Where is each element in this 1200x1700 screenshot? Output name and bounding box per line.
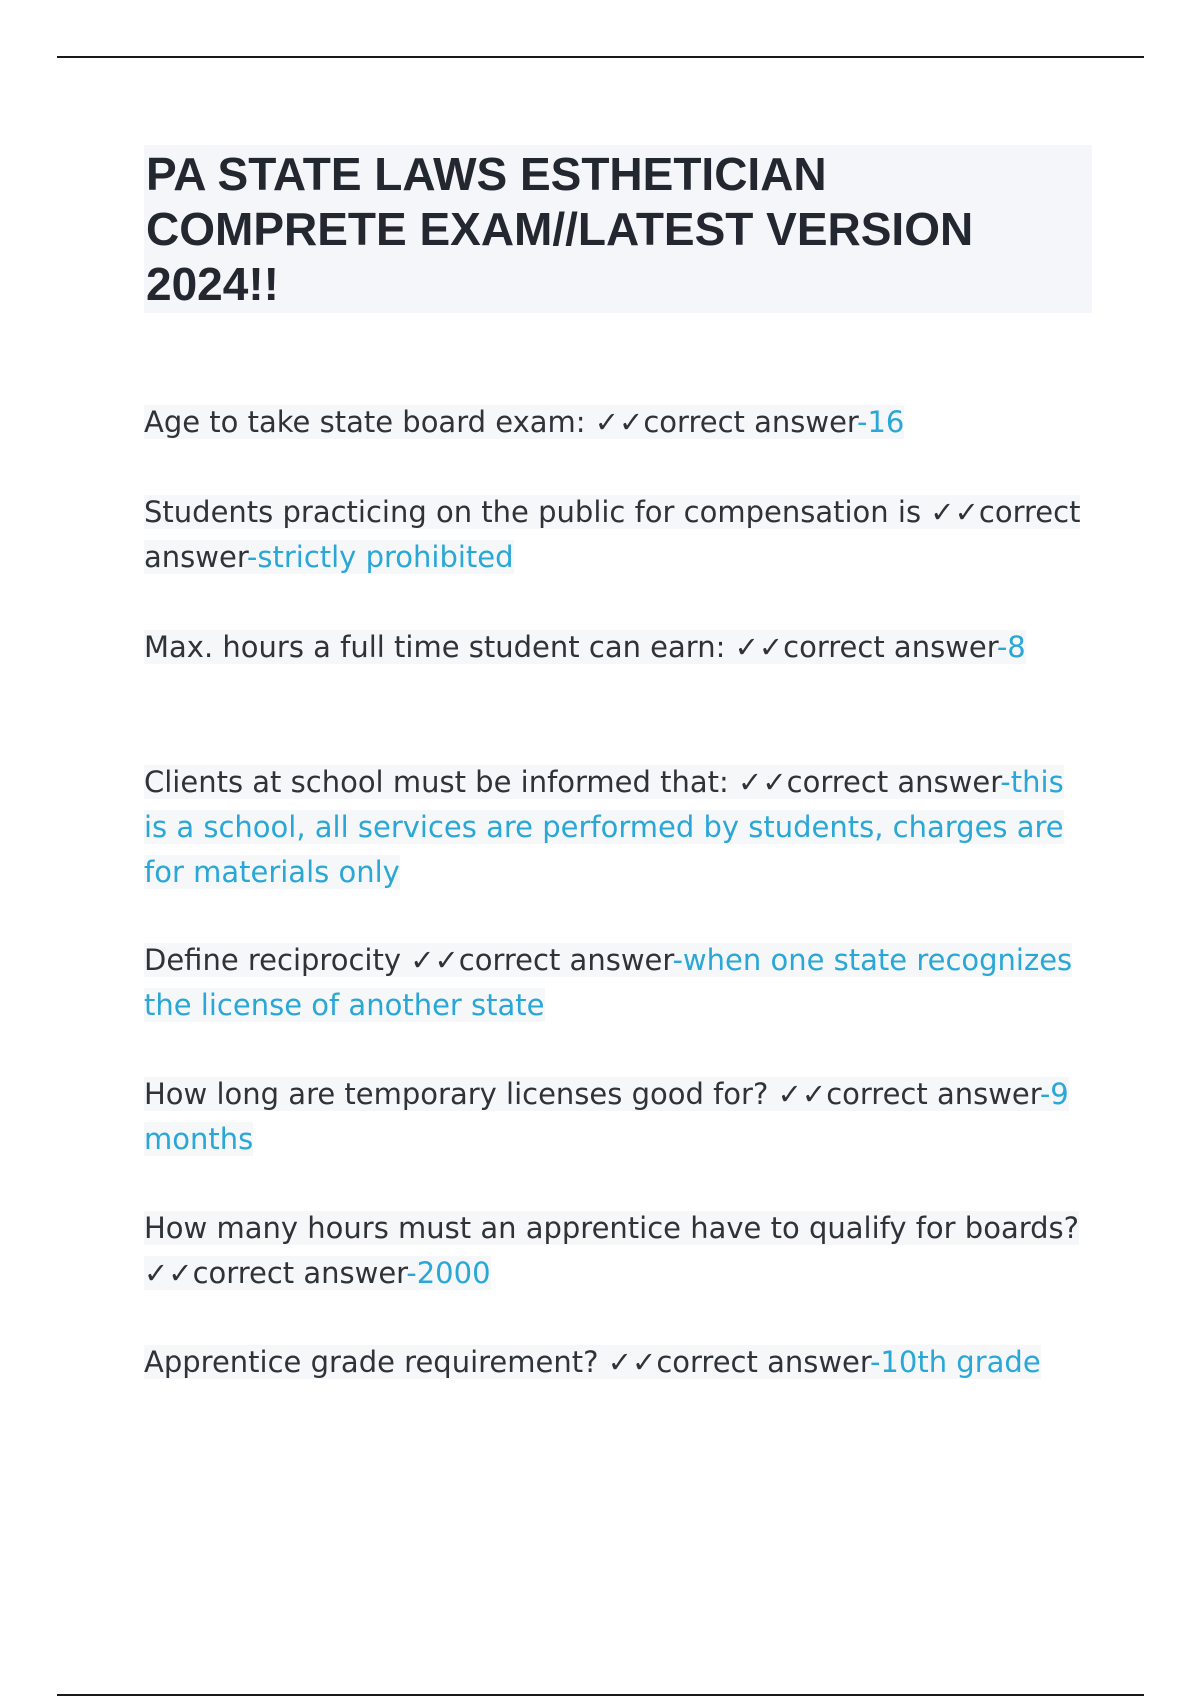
qa-item-2 <box>144 490 1088 580</box>
qa-item-3 <box>144 625 1088 670</box>
correct-answer-marker: ✓✓correct answer <box>738 765 1001 799</box>
answer-text: -strictly prohibited <box>246 540 514 574</box>
qa-line <box>144 1077 1069 1156</box>
answer-text: -16 <box>857 405 905 439</box>
document-title: PA STATE LAWS ESTHETICIAN COMPRETE EXAM//LATEST VERSION 2024!! <box>146 148 974 310</box>
qa-line <box>144 495 1080 574</box>
question-text: Clients at school must be informed that: <box>144 765 739 799</box>
question-text: Apprentice grade requirement? <box>144 1345 608 1379</box>
correct-answer-marker: ✓✓correct answer <box>607 1345 870 1379</box>
correct-answer-marker: ✓✓correct answer <box>594 405 857 439</box>
question-text: How many hours must an apprentice have to qualify for boards? <box>144 1211 1080 1245</box>
qa-item-8 <box>144 1340 1088 1385</box>
correct-answer-marker: ✓✓correct answer <box>410 943 673 977</box>
correct-answer-marker: ✓✓correct answer <box>144 1256 407 1290</box>
qa-line <box>144 1345 1041 1379</box>
question-text: How long are temporary licenses good for? <box>144 1077 778 1111</box>
answer-text: -9 months <box>144 1077 1069 1156</box>
top-rule <box>57 56 1144 58</box>
qa-item-5 <box>144 938 1088 1028</box>
qa-item-4 <box>144 760 1088 895</box>
question-text: Students practicing on the public for compensation is <box>144 495 931 529</box>
qa-line <box>144 405 904 439</box>
qa-line <box>144 630 1026 664</box>
answer-text: -8 <box>996 630 1026 664</box>
answer-text: -when one state recognizes the license of another state <box>144 943 1073 1022</box>
title-block <box>144 145 1092 313</box>
question-text: Max. hours a full time student can earn: <box>144 630 735 664</box>
answer-text: -10th grade <box>869 1345 1041 1379</box>
correct-answer-marker: ✓✓correct answer <box>734 630 997 664</box>
qa-line <box>144 1211 1079 1290</box>
qa-line <box>144 765 1064 889</box>
qa-line <box>144 943 1072 1022</box>
question-text: Define reciprocity <box>144 943 411 977</box>
correct-answer-marker: ✓✓correct answer <box>777 1077 1040 1111</box>
question-text: Age to take state board exam: <box>144 405 595 439</box>
qa-item-1 <box>144 400 1088 445</box>
qa-item-7 <box>144 1206 1088 1296</box>
correct-answer-marker: ✓✓correct answer <box>144 495 1081 574</box>
qa-item-6 <box>144 1072 1088 1162</box>
bottom-rule <box>57 1694 1144 1696</box>
answer-text: -this is a school, all services are performed by students, charges are for materials only <box>144 765 1064 889</box>
answer-text: -2000 <box>406 1256 491 1290</box>
